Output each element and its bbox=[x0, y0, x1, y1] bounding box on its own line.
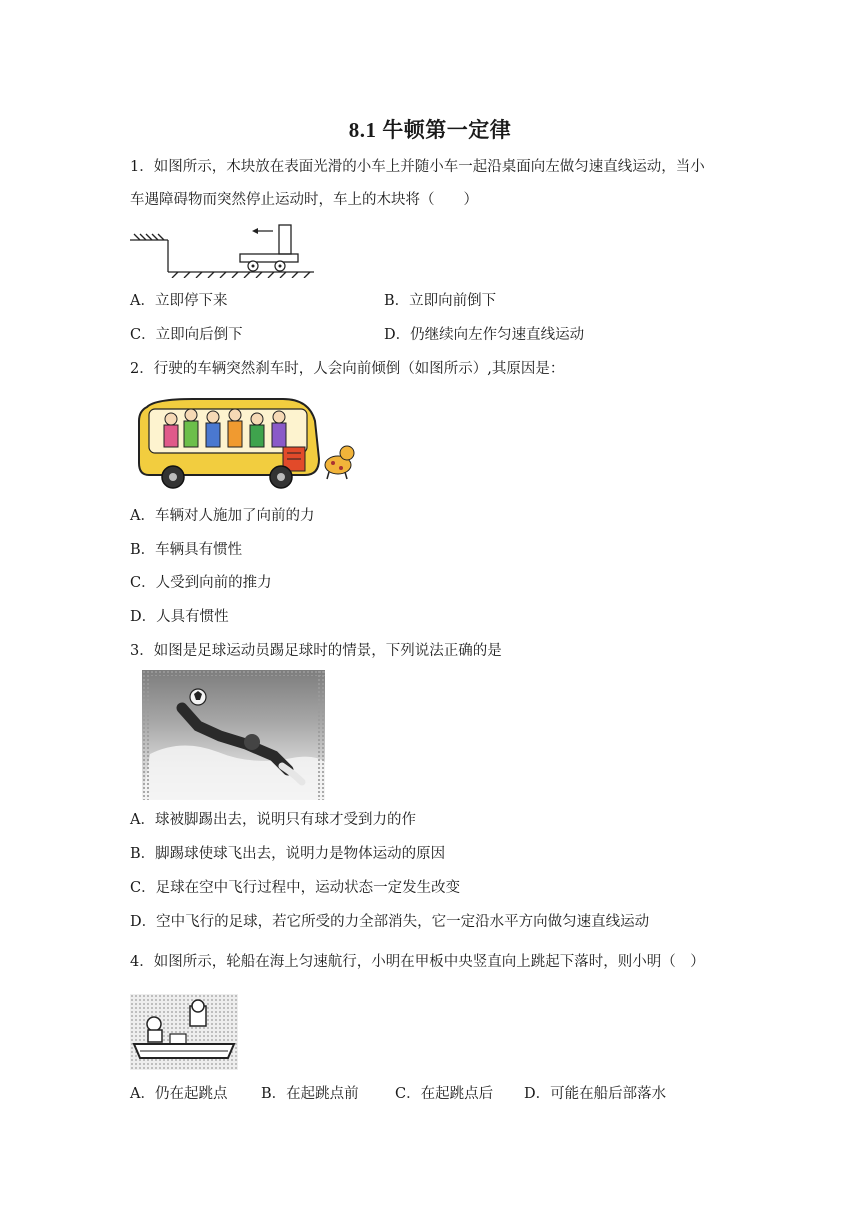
question-4-option-d: D．可能在船后部落水 bbox=[524, 1086, 667, 1102]
question-1-option-c: C．立即向后倒下 bbox=[130, 327, 243, 343]
page-title: 8.1 牛顿第一定律 bbox=[348, 118, 512, 142]
question-3-option-a: A．球被脚踢出去，说明只有球才受到力的作 bbox=[130, 812, 416, 828]
question-3-option-c: C．足球在空中飞行过程中，运动状态一定发生改变 bbox=[130, 880, 461, 896]
question-3-text: 3．如图是足球运动员踢足球时的情景，下列说法正确的是 bbox=[130, 643, 502, 659]
question-2-option-b: B．车辆具有惯性 bbox=[130, 542, 243, 558]
question-1-text-line-2: 车遇障碍物而突然停止运动时，车上的木块将（ ） bbox=[130, 192, 478, 208]
question-3-option-d: D．空中飞行的足球，若它所受的力全部消失，它一定沿水平方向做匀速直线运动 bbox=[130, 914, 650, 930]
question-4-option-b: B．在起跳点前 bbox=[261, 1086, 359, 1102]
soccer-kick-photo bbox=[142, 670, 325, 800]
ship-jump-figure bbox=[130, 994, 238, 1070]
cart-block-figure bbox=[128, 222, 318, 278]
question-4-option-a: A．仍在起跳点 bbox=[130, 1086, 228, 1102]
question-2-option-a: A．车辆对人施加了向前的力 bbox=[130, 508, 315, 524]
bus-passengers-figure bbox=[133, 393, 358, 491]
question-4-text: 4．如图所示，轮船在海上匀速航行，小明在甲板中央竖直向上跳起下落时，则小明（ ） bbox=[130, 954, 705, 970]
question-2-option-c: C．人受到向前的推力 bbox=[130, 575, 272, 591]
question-4-option-c: C．在起跳点后 bbox=[395, 1086, 494, 1102]
question-1-option-b: B．立即向前倒下 bbox=[384, 293, 497, 309]
question-2-option-d: D．人具有惯性 bbox=[130, 609, 229, 625]
question-1-option-d: D．仍继续向左作匀速直线运动 bbox=[384, 327, 585, 343]
question-1-option-a: A．立即停下来 bbox=[130, 293, 228, 309]
question-3-option-b: B．脚踢球使球飞出去，说明力是物体运动的原因 bbox=[130, 846, 446, 862]
question-2-text: 2．行驶的车辆突然刹车时，人会向前倾倒（如图所示）,其原因是： bbox=[130, 361, 565, 377]
question-1-text-line-1: 1．如图所示，木块放在表面光滑的小车上并随小车一起沿桌面向左做匀速直线运动，当小 bbox=[130, 159, 705, 175]
